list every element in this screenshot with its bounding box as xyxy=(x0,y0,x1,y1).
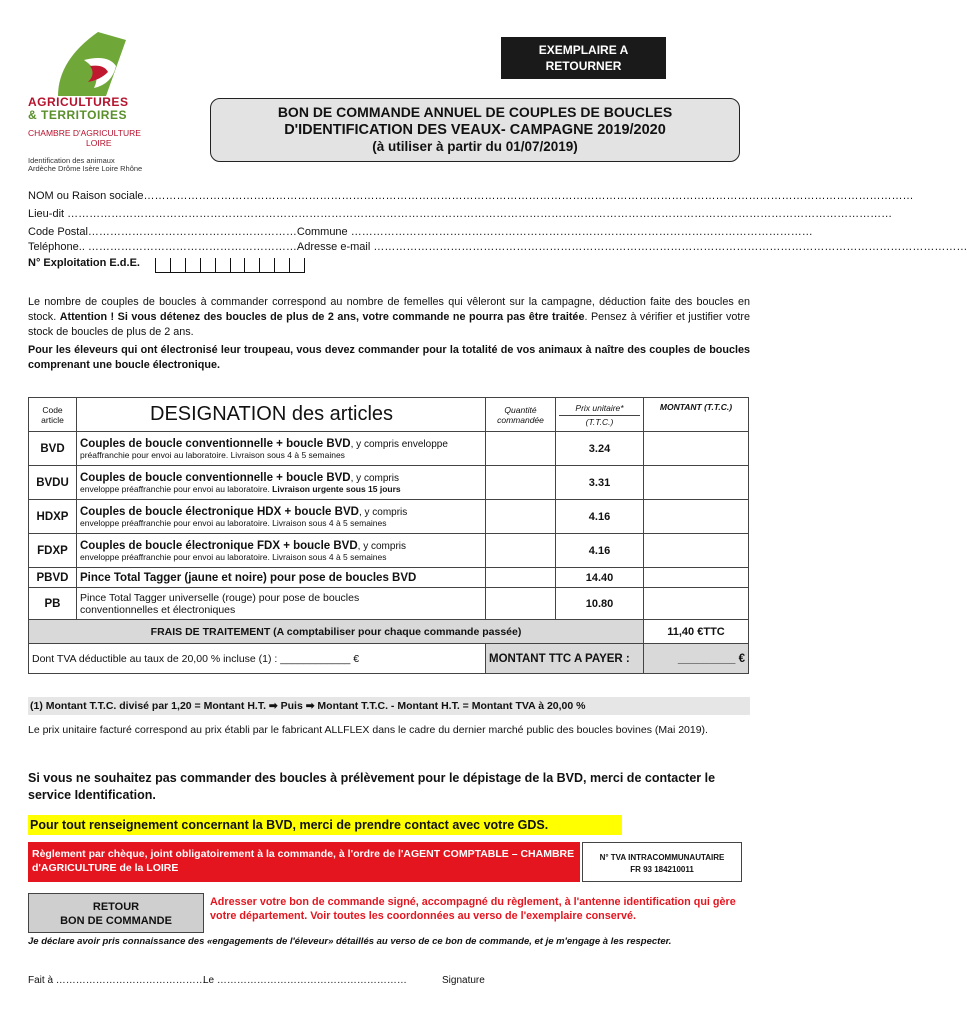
table-row xyxy=(29,432,749,466)
row-code: BVD xyxy=(29,432,77,466)
quantity-input[interactable] xyxy=(486,500,556,534)
page-title: BON DE COMMANDE ANNUEL DE COUPLES DE BOUCLES D'IDENTIFICATION DES VEAUX- CAMPAGNE 2019/2020 (à utiliser à partir du 01/07/2019) xyxy=(210,98,740,162)
table-row xyxy=(29,568,749,588)
table-row xyxy=(29,466,749,500)
row-price: 4.16 xyxy=(556,500,644,534)
row-price: 3.31 xyxy=(556,466,644,500)
chamber-logo-icon xyxy=(28,30,148,100)
nom-field[interactable]: NOM ou Raison sociale………………………………………………………………………………………………………………………………………………………………………………………… xyxy=(28,190,914,202)
exemplaire-badge: EXEMPLAIRE A RETOURNER xyxy=(501,37,666,79)
row-designation: Couples de boucle électronique HDX + boucle BVD, y compris enveloppe préaffranchie pour envoi au laboratoire. Livraison sous 4 à 5 semaines xyxy=(77,500,486,534)
total-label: MONTANT TTC A PAYER : xyxy=(486,644,644,674)
tva-field[interactable]: Dont TVA déductible au taux de 20,00 % incluse (1) : ____________ € xyxy=(29,644,486,674)
ede-label: N° Exploitation E.d.E. xyxy=(28,257,140,269)
montant-header: MONTANT (T.T.C.) xyxy=(644,398,749,432)
row-price: 14.40 xyxy=(556,568,644,588)
montant-input[interactable] xyxy=(644,432,749,466)
quantity-input[interactable] xyxy=(486,568,556,588)
quantity-input[interactable] xyxy=(486,588,556,620)
retour-box: RETOUR BON DE COMMANDE xyxy=(28,893,204,933)
frais-value: 11,40 €TTC xyxy=(644,620,749,644)
row-price: 4.16 xyxy=(556,534,644,568)
logo-brand: AGRICULTURES & TERRITOIRES xyxy=(28,95,129,122)
quantity-input[interactable] xyxy=(486,466,556,500)
quantity-input[interactable] xyxy=(486,534,556,568)
electronic-notice: Pour les éleveurs qui ont électronisé leur troupeau, vous devez commander pour la totalité de vos animaux à naître des couples de boucles comprenant une boucle électronique. xyxy=(28,344,750,371)
row-designation: Pince Total Tagger universelle (rouge) pour pose de boucles conventionnelles et électroniques xyxy=(77,588,486,620)
quantity-header: Quantité commandée xyxy=(486,398,556,432)
gds-note: Pour tout renseignement concernant la BVD, merci de prendre contact avec votre GDS. xyxy=(28,815,622,835)
table-row xyxy=(29,500,749,534)
montant-input[interactable] xyxy=(644,588,749,620)
total-row xyxy=(29,644,749,674)
adresser-notice: Adresser votre bon de commande signé, accompagné du règlement, à l'antenne identification qui gère votre département. Voir toutes les coordonnées au verso de l'exemplaire conservé. xyxy=(210,896,736,922)
total-value-field[interactable]: _________ € xyxy=(644,644,749,674)
tva-formula: (1) Montant T.T.C. divisé par 1,20 = Montant H.T. ➡ Puis ➡ Montant T.T.C. - Montant H.T. = Montant TVA à 20,00 % xyxy=(28,697,750,715)
table-row xyxy=(29,588,749,620)
telephone-email-field[interactable]: Teléphone.. …………………………………………………Adresse e-mail ……………………………………………………………………………………………………………………………………………… xyxy=(28,241,967,253)
bvd-note: Si vous ne souhaitez pas commander des boucles à prélèvement pour le dépistage de la BVD, merci de contacter le service Identification. xyxy=(28,771,716,802)
designation-header: DESIGNATION des articles xyxy=(77,398,486,432)
unit-price-header: Prix unitaire* (T.T.C.) xyxy=(556,398,644,432)
code-header: Code article xyxy=(29,398,77,432)
table-row xyxy=(29,534,749,568)
logo-chamber-name: CHAMBRE D'AGRICULTURE LOIRE xyxy=(28,128,141,148)
frais-row xyxy=(29,620,749,644)
code-postal-commune-field[interactable]: Code Postal…………………………………………………Commune ……………………………………………………………………………………………………………… xyxy=(28,226,813,238)
row-code: PB xyxy=(29,588,77,620)
row-code: BVDU xyxy=(29,466,77,500)
row-designation: Pince Total Tagger (jaune et noire) pour pose de boucles BVD xyxy=(77,568,486,588)
logo-identification: Identification des animaux Ardèche Drôme Isère Loire Rhône xyxy=(28,156,143,173)
tva-intra-box: N° TVA INTRACOMMUNAUTAIRE FR 93 184210011 xyxy=(582,842,742,882)
table-header-row xyxy=(29,398,749,432)
signature-label: Signature xyxy=(442,975,485,986)
order-table xyxy=(28,397,749,674)
date-field[interactable]: Le ………………………………………………… xyxy=(203,975,407,986)
montant-input[interactable] xyxy=(644,568,749,588)
quantity-input[interactable] xyxy=(486,432,556,466)
row-designation: Couples de boucle conventionnelle + boucle BVD, y compris enveloppe préaffranchie pour envoi au laboratoire. Livraison sous 4 à 5 semaines xyxy=(77,432,486,466)
declaration: Je déclare avoir pris connaissance des «engagements de l'éleveur» détaillés au verso de ce bon de commande, et je m'engage à les respecter. xyxy=(28,936,672,947)
row-code: HDXP xyxy=(29,500,77,534)
row-price: 10.80 xyxy=(556,588,644,620)
row-designation: Couples de boucle conventionnelle + boucle BVD, y compris enveloppe préaffranchie pour envoi au laboratoire. Livraison urgente sous 15 jours xyxy=(77,466,486,500)
fait-a-field[interactable]: Fait à ……………………………………… xyxy=(28,975,206,986)
lieu-dit-field[interactable]: Lieu-dit ……………………………………………………………………………………………………………………………………………………………………………………………………… xyxy=(28,208,893,220)
montant-input[interactable] xyxy=(644,500,749,534)
montant-input[interactable] xyxy=(644,534,749,568)
ede-input-boxes[interactable] xyxy=(155,258,305,273)
frais-label: FRAIS DE TRAITEMENT (A comptabiliser pour chaque commande passée) xyxy=(29,620,644,644)
row-price: 3.24 xyxy=(556,432,644,466)
row-designation: Couples de boucle électronique FDX + boucle BVD, y compris enveloppe préaffranchie pour envoi au laboratoire. Livraison sous 4 à 5 semaines xyxy=(77,534,486,568)
reglement-notice: Règlement par chèque, joint obligatoirement à la commande, à l'ordre de l'AGENT COMPTABLE – CHAMBRE d'AGRICULTURE de la LOIRE xyxy=(28,842,580,882)
row-code: PBVD xyxy=(29,568,77,588)
prix-note: Le prix unitaire facturé correspond au prix établi par le fabricant ALLFLEX dans le cadre du dernier marché public des boucles bovines (Mai 2019). xyxy=(28,724,708,736)
montant-input[interactable] xyxy=(644,466,749,500)
row-code: FDXP xyxy=(29,534,77,568)
intro-paragraph: Le nombre de couples de boucles à commander correspond au nombre de femelles qui vêleront sur la campagne, déduction faite des boucles en stock. Attention ! Si vous détenez des boucles de plus de 2 ans, votre commande ne pourra pas être traitée. Pensez à vérifier et justifier votre stock de boucles de plus de 2 ans. xyxy=(28,296,750,338)
